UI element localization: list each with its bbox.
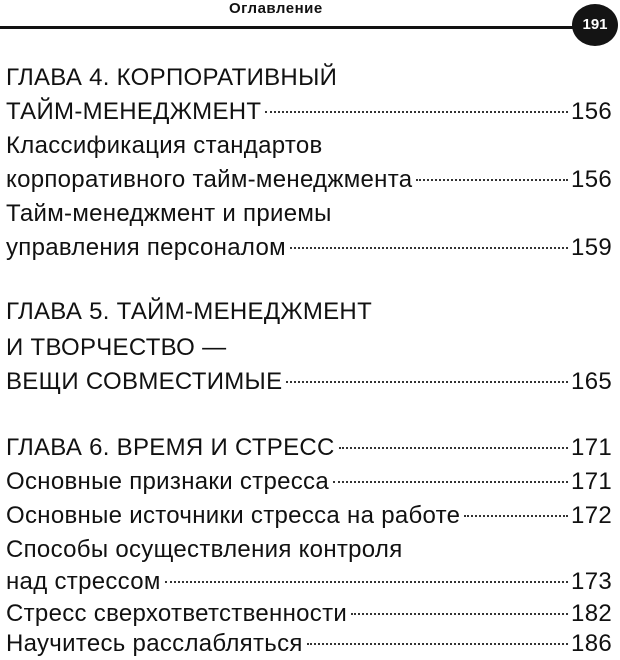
- dot-leader: [290, 247, 568, 249]
- toc-entry-title: Научитесь расслабляться: [6, 630, 303, 657]
- toc-page-number: 159: [571, 234, 612, 261]
- toc-page-number: 172: [571, 502, 612, 529]
- header-rule: [0, 26, 590, 29]
- toc-entry-title: над стрессом: [6, 568, 161, 595]
- running-header-title: Оглавление: [229, 0, 323, 17]
- dot-leader: [165, 581, 568, 583]
- toc-line-chapter-5-title: ГЛАВА 5. ТАЙМ-МЕНЕДЖМЕНТ: [6, 298, 373, 325]
- toc-entry-chapter-6[interactable]: [6, 432, 612, 464]
- toc-entry-title: ТАЙМ-МЕНЕДЖМЕНТ: [6, 98, 262, 125]
- toc-line-personnel: Тайм-менеджмент и приемы: [6, 200, 332, 227]
- dot-leader: [307, 643, 568, 645]
- toc-entry-stress-signs[interactable]: [6, 466, 612, 498]
- dot-leader: [416, 179, 568, 181]
- toc-line-chapter-5-title: И ТВОРЧЕСТВО —: [6, 334, 227, 361]
- toc-page-number: 156: [571, 166, 612, 193]
- toc-entry-title: ГЛАВА 6. ВРЕМЯ И СТРЕСС: [6, 434, 335, 461]
- toc-page-number: 171: [571, 434, 612, 461]
- toc-line-classification: Классификация стандартов: [6, 132, 323, 159]
- toc-entry-personnel[interactable]: [6, 232, 612, 264]
- toc-line-stress-control: Способы осуществления контроля: [6, 536, 403, 563]
- toc-entry-classification[interactable]: [6, 164, 612, 196]
- toc-entry-stress-sources[interactable]: [6, 500, 612, 532]
- toc-entry-title: корпоративного тайм-менеджмента: [6, 166, 413, 193]
- toc-entry-title: Основные признаки стресса: [6, 468, 330, 495]
- dot-leader: [286, 381, 568, 383]
- toc-page-number: 156: [571, 98, 612, 125]
- toc-entry-chapter-5[interactable]: [6, 366, 612, 398]
- page-header: [0, 0, 620, 40]
- toc-page-number: 171: [571, 468, 612, 495]
- toc-page-number: 182: [571, 600, 612, 627]
- toc-line-chapter-4-title: ГЛАВА 4. КОРПОРАТИВНЫЙ: [6, 64, 338, 91]
- dot-leader: [265, 111, 568, 113]
- toc-page-number: 165: [571, 368, 612, 395]
- page-number-badge: 191: [572, 4, 618, 46]
- dot-leader: [464, 515, 568, 517]
- toc-entry-title: управления персоналом: [6, 234, 286, 261]
- toc-entry-relax[interactable]: [6, 628, 612, 660]
- toc-entry-chapter-4[interactable]: [6, 96, 612, 128]
- toc-entry-title: Стресс сверхответственности: [6, 600, 348, 627]
- toc-entry-title: Основные источники стресса на работе: [6, 502, 461, 529]
- dot-leader: [351, 613, 568, 615]
- toc-entry-title: ВЕЩИ СОВМЕСТИМЫЕ: [6, 368, 283, 395]
- toc-entry-stress-control[interactable]: [6, 566, 612, 598]
- dot-leader: [339, 447, 568, 449]
- dot-leader: [333, 481, 568, 483]
- toc-page-number: 186: [571, 630, 612, 657]
- toc-entry-over-responsibility[interactable]: [6, 598, 612, 630]
- toc-page-number: 173: [571, 568, 612, 595]
